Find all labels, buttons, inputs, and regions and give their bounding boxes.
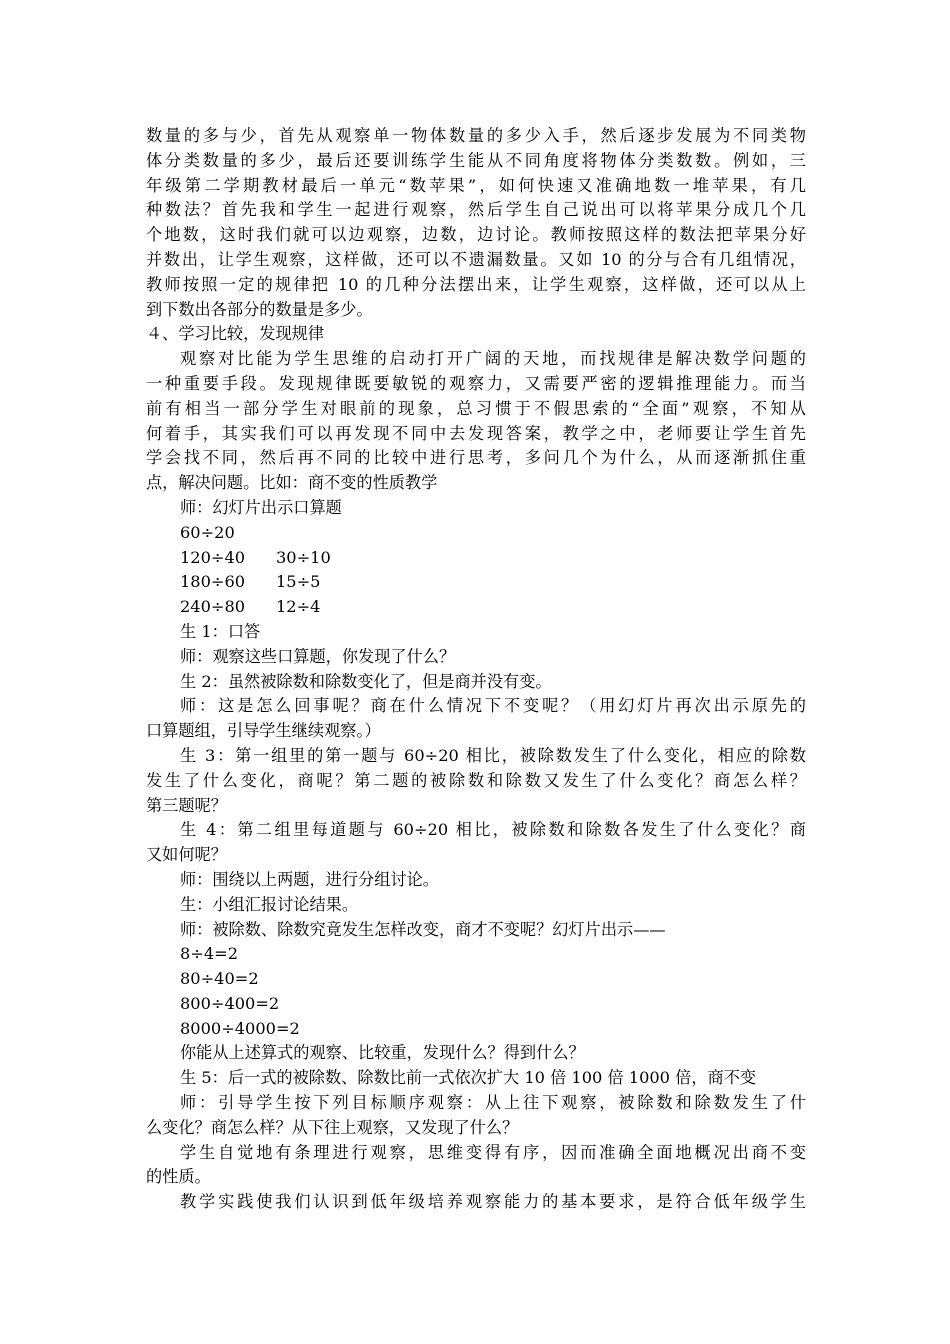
question-line: 你能从上述算式的观察、比较重，发现什么？得到什么？ [180, 1043, 585, 1063]
text-line: 师：引导学生按下列目标顺序观察：从上往下观察，被除数和除数发生了什 [180, 1093, 806, 1113]
text-line: 并数出，让学生观察，这样做，还可以不遗漏数量。又如 10 的分与合有几组情况， [146, 249, 806, 269]
teacher-paragraph [146, 1091, 806, 1141]
text-line: 学生自觉地有条理进行观察，思维变得有序，因而准确全面地概况出商不变 [180, 1142, 806, 1162]
text-line: 数量的多与少，首先从观察单一物体数量的多少入手，然后逐步发展为不同类物 [146, 126, 806, 145]
calc-cell: 120÷40 [180, 547, 246, 567]
document-body [146, 124, 806, 1215]
calc-cell: 15÷5 [276, 572, 321, 592]
student-line: 生 5：后一式的被除数、除数比前一式依次扩大 10 倍 100 倍 1000 倍，商不变 [180, 1068, 757, 1088]
teacher-paragraph [146, 694, 806, 744]
teacher-line: 师：观察这些口算题，你发现了什么？ [180, 646, 456, 666]
paragraph-compare-rules [146, 347, 806, 496]
calc-row [146, 570, 806, 595]
text-line: 又如何呢？ [146, 845, 227, 865]
equation: 80÷40=2 [180, 969, 259, 989]
calc-cell: 30÷10 [276, 547, 331, 567]
text-line: 教学实践使我们认识到低年级培养观察能力的基本要求，是符合低年级学生 [180, 1192, 806, 1212]
text-line: 生 4：第二组里每道题与 60÷20 相比，被除数和除数各发生了什么变化？商 [180, 820, 806, 840]
calc-cell: 240÷80 [180, 597, 246, 617]
student-line: 生 2：虽然被除数和除数变化了，但是商并没有变。 [180, 671, 552, 691]
text-line: 发生了什么变化，商呢？第二题的被除数和除数又发生了什么变化？商怎么样？ [146, 770, 806, 790]
teacher-line: 师：围绕以上两题，进行分组讨论。 [180, 869, 439, 889]
text-line: 观察对比能为学生思维的启动打开广阔的天地，而找规律是解决数学问题的 [180, 349, 806, 369]
text-line: 种数法？首先我和学生一起进行观察，然后学生自己说出可以将苹果分成几个几 [146, 200, 806, 220]
equation: 8000÷4000=2 [180, 1018, 300, 1038]
calc-row [146, 546, 806, 571]
paragraph-summary [146, 1141, 806, 1191]
text-line: 点，解决问题。比如：商不变的性质教学 [146, 473, 438, 493]
student-paragraph [146, 744, 806, 818]
text-line: 年级第二学期教材最后一单元“数苹果”，如何快速又准确地数一堆苹果，有几 [146, 175, 806, 195]
calc-first: 60÷20 [180, 522, 235, 542]
student-line: 生：小组汇报讨论结果。 [180, 894, 359, 914]
calc-row [146, 595, 806, 620]
text-line: 第三题呢？ [146, 795, 227, 815]
paragraph-conclusion [146, 1190, 806, 1215]
text-line: 的性质。 [146, 1167, 211, 1187]
text-line: 前有相当一部分学生对眼前的现象，总习惯于不假思索的“全面”观察，不知从 [146, 398, 806, 418]
equation-list [146, 942, 806, 1041]
text-line: 到下数出各部分的数量是多少。 [146, 299, 373, 319]
text-line: 师：这是怎么回事呢？商在什么情况下不变呢？（用幻灯片再次出示原先的 [180, 696, 806, 716]
text-line: 生 3：第一组里的第一题与 60÷20 相比，被除数发生了什么变化，相应的除数 [180, 745, 806, 765]
calc-cell: 180÷60 [180, 572, 246, 592]
equation: 8÷4=2 [180, 944, 239, 964]
section-heading: ４、学习比较，发现规律 [146, 324, 325, 344]
text-line: 口算题组，引导学生继续观察。） [146, 721, 381, 741]
text-line: 教师按照一定的规律把 10 的几种分法摆出来，让学生观察，这样做，还可以从上 [146, 274, 806, 294]
text-line: 体分类数量的多少，最后还要训练学生能从不同角度将物体分类数数。例如，三 [146, 150, 806, 170]
paragraph-counting-apples [146, 124, 806, 322]
text-line: 么变化？商怎么样？从下往上观察，又发现了什么？ [146, 1117, 519, 1137]
text-line: 何着手，其实我们可以再发现不同中去发现答案，教学之中，老师要让学生首先 [146, 423, 806, 443]
student-paragraph [146, 818, 806, 868]
teacher-line: 师：被除数、除数究竟发生怎样改变，商才不变呢？幻灯片出示—— [180, 919, 666, 939]
text-line: 一种重要手段。发现规律既要敏锐的观察力，又需要严密的逻辑推理能力。而当 [146, 373, 806, 393]
student-line: 生 1：口答 [180, 621, 261, 641]
equation: 800÷400=2 [180, 993, 280, 1013]
text-line: 个地数，这时我们就可以边观察，边数，边讨论。教师按照这样的数法把苹果分好 [146, 225, 806, 245]
calc-cell: 12÷4 [276, 597, 321, 617]
calc-table [146, 546, 806, 620]
teacher-line: 师：幻灯片出示口算题 [180, 497, 342, 517]
text-line: 学会找不同，然后再不同的比较中进行思考，多问几个为什么，从而逐渐抓住重 [146, 448, 806, 468]
